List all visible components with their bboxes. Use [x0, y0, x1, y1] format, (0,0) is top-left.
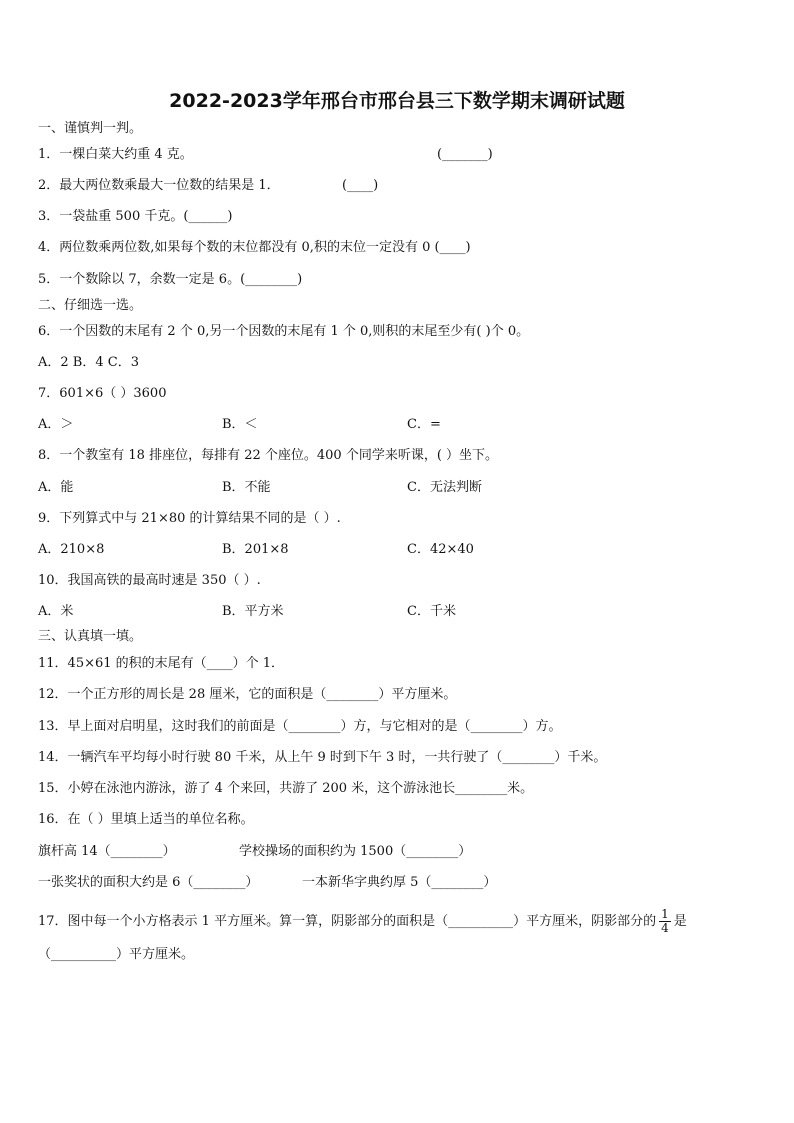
fraction-denominator: 4: [661, 921, 669, 935]
question-14: 14．一辆汽车平均每小时行驶 80 千米，从上午 9 时到下午 3 时，一共行驶了（________）千米。: [38, 750, 607, 765]
question-16: 16．在（ ）里填上适当的单位名称。: [38, 812, 254, 827]
question-8-option-b: B．不能: [222, 480, 271, 495]
question-8-option-a: A．能: [38, 480, 74, 495]
question-10-option-b: B．平方米: [222, 604, 284, 619]
question-10-option-c: C．千米: [407, 604, 456, 619]
question-9: 9．下列算式中与 21×80 的计算结果不同的是（ ）.: [38, 511, 341, 526]
question-7: 7．601×6（ ）3600: [38, 386, 167, 401]
question-4: 4．两位数乘两位数,如果每个数的末位都没有 0,积的末位一定没有 0 (____): [38, 240, 471, 255]
question-5: 5．一个数除以 7，余数一定是 6。(________): [38, 272, 303, 287]
question-11: 11．45×61 的积的末尾有（____）个 1．: [38, 656, 285, 671]
page-title: 2022-2023学年邢台市邢台县三下数学期末调研试题: [169, 90, 625, 112]
question-10: 10．我国高铁的最高时速是 350（ ）.: [38, 573, 261, 588]
question-17-suffix: 是: [673, 914, 687, 929]
section-3-heading: 三、认真填一填。: [38, 629, 143, 644]
question-16-item-d: 一本新华字典约厚 5（________）: [302, 875, 497, 890]
question-12: 12．一个正方形的周长是 28 厘米，它的面积是（________）平方厘米。: [38, 687, 457, 702]
question-1: 1．一棵白菜大约重 4 克。: [38, 147, 193, 162]
question-15: 15．小婷在泳池内游泳，游了 4 个来回，共游了 200 米，这个游泳池长________米。: [38, 781, 534, 796]
question-2: 2．最大两位数乘最大一位数的结果是 1．: [38, 178, 280, 193]
section-2-heading: 二、仔细选一选。: [38, 298, 143, 313]
question-7-option-b: B．＜: [222, 417, 258, 432]
question-1-answer-blank: (_______): [437, 147, 493, 162]
section-1-heading: 一、谨慎判一判。: [38, 121, 143, 136]
question-6-options: A．2 B．4 C．3: [38, 355, 139, 370]
question-7-option-c: C．=: [407, 417, 441, 432]
question-10-option-a: A．米: [38, 604, 74, 619]
question-3: 3．一袋盐重 500 千克。(______): [38, 209, 233, 224]
question-8: 8．一个教室有 18 排座位，每排有 22 个座位。400 个同学来听课，( ）坐下。: [38, 448, 499, 463]
question-9-option-a: A．210×8: [38, 542, 105, 557]
question-7-option-a: A．＞: [38, 417, 74, 432]
question-16-item-b: 学校操场的面积约为 1500（________）: [239, 844, 472, 859]
fraction-numerator: 1: [661, 907, 669, 921]
question-17: [38, 908, 687, 935]
question-9-option-c: C．42×40: [407, 542, 474, 557]
question-8-option-c: C．无法判断: [407, 480, 482, 495]
fraction-one-quarter: [659, 908, 671, 935]
question-16-item-a: 旗杆高 14（________）: [38, 844, 176, 859]
question-13: 13．早上面对启明星，这时我们的前面是（________）方，与它相对的是（________）方。: [38, 719, 562, 734]
question-9-option-b: B．201×8: [222, 542, 289, 557]
question-2-answer-blank: (____): [342, 178, 379, 193]
question-17-text: 17．图中每一个小方格表示 1 平方厘米。算一算，阴影部分的面积是（__________）平方厘米，阴影部分的: [38, 914, 657, 929]
question-16-item-c: 一张奖状的面积大约是 6（________）: [38, 875, 259, 890]
question-17-continued: （__________）平方厘米。: [38, 947, 195, 962]
question-6: 6．一个因数的末尾有 2 个 0,另一个因数的末尾有 1 个 0,则积的末尾至少有( )个 0。: [38, 324, 530, 339]
